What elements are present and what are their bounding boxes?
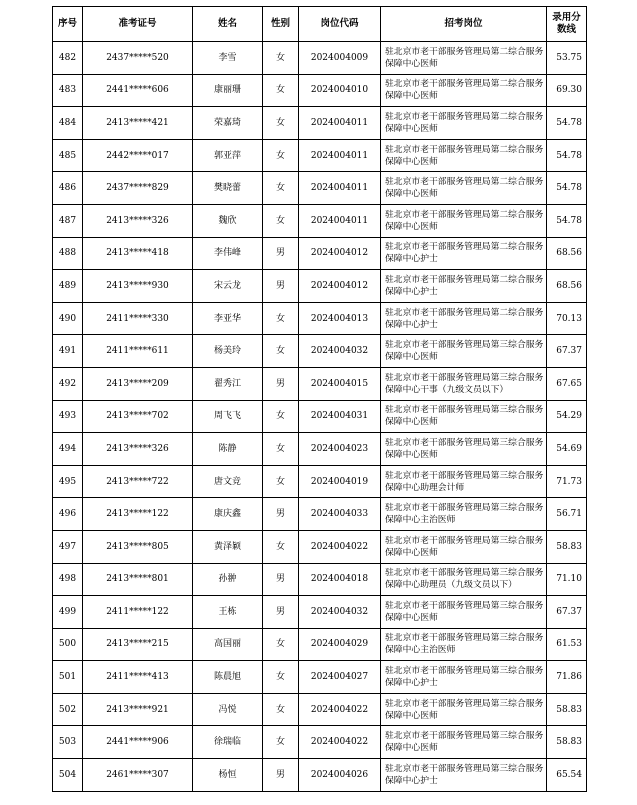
table-row: [53, 335, 587, 368]
cell-gender: 女: [263, 204, 299, 237]
cell-score: 54.29: [547, 400, 587, 433]
cell-exam-id: 2441*****606: [83, 74, 193, 107]
cell-code: 2024004011: [299, 107, 381, 140]
cell-gender: 女: [263, 139, 299, 172]
table-row: [53, 530, 587, 563]
cell-no: 498: [53, 563, 83, 596]
header-name: 姓名: [193, 7, 263, 42]
cell-exam-id: 2413*****215: [83, 628, 193, 661]
cell-gender: 女: [263, 107, 299, 140]
table-row: [53, 74, 587, 107]
table-row: [53, 237, 587, 270]
cell-position: 驻北京市老干部服务管理局第三综合服务保障中心主治医师: [381, 498, 547, 531]
cell-position: 驻北京市老干部服务管理局第二综合服务保障中心护士: [381, 237, 547, 270]
cell-position: 驻北京市老干部服务管理局第三综合服务保障中心护士: [381, 759, 547, 792]
cell-code: 2024004033: [299, 498, 381, 531]
cell-name: 陈静: [193, 433, 263, 466]
cell-name: 李伟峰: [193, 237, 263, 270]
cell-gender: 男: [263, 596, 299, 629]
cell-gender: 女: [263, 465, 299, 498]
table-row: [53, 693, 587, 726]
cell-no: 496: [53, 498, 83, 531]
cell-code: 2024004026: [299, 759, 381, 792]
table-row: [53, 498, 587, 531]
cell-score: 67.65: [547, 367, 587, 400]
cell-score: 54.78: [547, 204, 587, 237]
cell-code: 2024004015: [299, 367, 381, 400]
cell-score: 69.30: [547, 74, 587, 107]
header-code: 岗位代码: [299, 7, 381, 42]
cell-score: 56.71: [547, 498, 587, 531]
cell-position: 驻北京市老干部服务管理局第三综合服务保障中心医师: [381, 433, 547, 466]
cell-exam-id: 2411*****122: [83, 596, 193, 629]
cell-no: 495: [53, 465, 83, 498]
cell-score: 68.56: [547, 237, 587, 270]
cell-position: 驻北京市老干部服务管理局第二综合服务保障中心护士: [381, 302, 547, 335]
cell-name: 樊晓蕾: [193, 172, 263, 205]
table-row: [53, 465, 587, 498]
cell-gender: 男: [263, 367, 299, 400]
cell-exam-id: 2411*****611: [83, 335, 193, 368]
cell-position: 驻北京市老干部服务管理局第三综合服务保障中心医师: [381, 400, 547, 433]
cell-exam-id: 2413*****801: [83, 563, 193, 596]
cell-gender: 女: [263, 530, 299, 563]
table-body: [53, 42, 587, 792]
cell-code: 2024004029: [299, 628, 381, 661]
cell-score: 71.10: [547, 563, 587, 596]
cell-position: 驻北京市老干部服务管理局第二综合服务保障中心护士: [381, 270, 547, 303]
cell-name: 杨美玲: [193, 335, 263, 368]
cell-position: 驻北京市老干部服务管理局第三综合服务保障中心护士: [381, 661, 547, 694]
table-row: [53, 42, 587, 75]
cell-exam-id: 2413*****418: [83, 237, 193, 270]
cell-no: 490: [53, 302, 83, 335]
table-row: [53, 759, 587, 792]
cell-gender: 女: [263, 335, 299, 368]
cell-name: 魏欣: [193, 204, 263, 237]
cell-score: 71.86: [547, 661, 587, 694]
cell-score: 54.78: [547, 139, 587, 172]
cell-no: 491: [53, 335, 83, 368]
cell-code: 2024004009: [299, 42, 381, 75]
cell-gender: 男: [263, 498, 299, 531]
table-row: [53, 367, 587, 400]
cell-code: 2024004023: [299, 433, 381, 466]
cell-gender: 女: [263, 302, 299, 335]
table-row: [53, 270, 587, 303]
cell-position: 驻北京市老干部服务管理局第三综合服务保障中心医师: [381, 726, 547, 759]
cell-gender: 男: [263, 270, 299, 303]
cell-exam-id: 2413*****421: [83, 107, 193, 140]
cell-position: 驻北京市老干部服务管理局第二综合服务保障中心医师: [381, 42, 547, 75]
table-row: [53, 139, 587, 172]
cell-position: 驻北京市老干部服务管理局第二综合服务保障中心医师: [381, 74, 547, 107]
cell-no: 484: [53, 107, 83, 140]
cell-code: 2024004011: [299, 204, 381, 237]
table-row: [53, 302, 587, 335]
cell-score: 68.56: [547, 270, 587, 303]
cell-no: 497: [53, 530, 83, 563]
cell-gender: 女: [263, 726, 299, 759]
cell-position: 驻北京市老干部服务管理局第二综合服务保障中心医师: [381, 107, 547, 140]
cell-position: 驻北京市老干部服务管理局第三综合服务保障中心主治医师: [381, 628, 547, 661]
header-gender: 性别: [263, 7, 299, 42]
cell-gender: 女: [263, 400, 299, 433]
cell-score: 54.78: [547, 107, 587, 140]
cell-exam-id: 2437*****829: [83, 172, 193, 205]
cell-exam-id: 2413*****722: [83, 465, 193, 498]
table-row: [53, 107, 587, 140]
table-row: [53, 661, 587, 694]
cell-score: 58.83: [547, 726, 587, 759]
cell-exam-id: 2413*****921: [83, 693, 193, 726]
header-exam-id: 准考证号: [83, 7, 193, 42]
cell-code: 2024004012: [299, 270, 381, 303]
cell-name: 周飞飞: [193, 400, 263, 433]
cell-position: 驻北京市老干部服务管理局第三综合服务保障中心干事（九级文员以下）: [381, 367, 547, 400]
cell-exam-id: 2441*****906: [83, 726, 193, 759]
cell-no: 488: [53, 237, 83, 270]
cell-name: 荣嘉琦: [193, 107, 263, 140]
results-table: [52, 6, 587, 792]
cell-gender: 男: [263, 237, 299, 270]
cell-no: 487: [53, 204, 83, 237]
cell-gender: 女: [263, 433, 299, 466]
cell-no: 493: [53, 400, 83, 433]
cell-code: 2024004012: [299, 237, 381, 270]
cell-name: 康庆鑫: [193, 498, 263, 531]
table-row: [53, 433, 587, 466]
cell-code: 2024004032: [299, 596, 381, 629]
cell-gender: 女: [263, 628, 299, 661]
cell-code: 2024004011: [299, 139, 381, 172]
cell-score: 70.13: [547, 302, 587, 335]
cell-exam-id: 2411*****413: [83, 661, 193, 694]
cell-score: 53.75: [547, 42, 587, 75]
cell-score: 67.37: [547, 596, 587, 629]
cell-name: 杨恒: [193, 759, 263, 792]
cell-no: 501: [53, 661, 83, 694]
cell-name: 唐文竞: [193, 465, 263, 498]
header-position: 招考岗位: [381, 7, 547, 42]
table-row: [53, 563, 587, 596]
cell-gender: 男: [263, 759, 299, 792]
cell-name: 李雪: [193, 42, 263, 75]
cell-name: 陈晨旭: [193, 661, 263, 694]
cell-code: 2024004022: [299, 693, 381, 726]
cell-no: 489: [53, 270, 83, 303]
table-row: [53, 596, 587, 629]
cell-score: 67.37: [547, 335, 587, 368]
table-row: [53, 628, 587, 661]
cell-code: 2024004027: [299, 661, 381, 694]
cell-no: 500: [53, 628, 83, 661]
cell-name: 孙翀: [193, 563, 263, 596]
cell-gender: 女: [263, 42, 299, 75]
cell-code: 2024004011: [299, 172, 381, 205]
cell-code: 2024004032: [299, 335, 381, 368]
cell-position: 驻北京市老干部服务管理局第三综合服务保障中心医师: [381, 596, 547, 629]
cell-score: 54.69: [547, 433, 587, 466]
cell-name: 高国丽: [193, 628, 263, 661]
cell-code: 2024004013: [299, 302, 381, 335]
cell-name: 冯悦: [193, 693, 263, 726]
cell-position: 驻北京市老干部服务管理局第二综合服务保障中心医师: [381, 172, 547, 205]
cell-position: 驻北京市老干部服务管理局第二综合服务保障中心医师: [381, 139, 547, 172]
header-no: 序号: [53, 7, 83, 42]
header-score: 录用分数线: [547, 7, 587, 42]
cell-position: 驻北京市老干部服务管理局第三综合服务保障中心医师: [381, 530, 547, 563]
cell-no: 504: [53, 759, 83, 792]
cell-name: 王栋: [193, 596, 263, 629]
cell-name: 康丽珊: [193, 74, 263, 107]
cell-name: 黄泽颖: [193, 530, 263, 563]
cell-name: 徐瑞临: [193, 726, 263, 759]
cell-position: 驻北京市老干部服务管理局第三综合服务保障中心医师: [381, 335, 547, 368]
cell-gender: 女: [263, 693, 299, 726]
cell-no: 483: [53, 74, 83, 107]
cell-exam-id: 2413*****209: [83, 367, 193, 400]
cell-score: 61.53: [547, 628, 587, 661]
cell-exam-id: 2413*****122: [83, 498, 193, 531]
cell-position: 驻北京市老干部服务管理局第三综合服务保障中心医师: [381, 693, 547, 726]
cell-name: 郭亚萍: [193, 139, 263, 172]
cell-score: 65.54: [547, 759, 587, 792]
cell-no: 485: [53, 139, 83, 172]
cell-no: 482: [53, 42, 83, 75]
cell-gender: 女: [263, 74, 299, 107]
cell-score: 54.78: [547, 172, 587, 205]
cell-code: 2024004031: [299, 400, 381, 433]
header-row: [53, 7, 587, 42]
cell-name: 宋云龙: [193, 270, 263, 303]
table-row: [53, 204, 587, 237]
cell-code: 2024004019: [299, 465, 381, 498]
cell-name: 翟秀江: [193, 367, 263, 400]
cell-no: 492: [53, 367, 83, 400]
cell-no: 494: [53, 433, 83, 466]
cell-score: 71.73: [547, 465, 587, 498]
cell-position: 驻北京市老干部服务管理局第三综合服务保障中心助理员（九级文员以下）: [381, 563, 547, 596]
cell-gender: 女: [263, 172, 299, 205]
cell-position: 驻北京市老干部服务管理局第二综合服务保障中心医师: [381, 204, 547, 237]
table-row: [53, 726, 587, 759]
cell-gender: 女: [263, 661, 299, 694]
cell-code: 2024004018: [299, 563, 381, 596]
cell-no: 499: [53, 596, 83, 629]
cell-exam-id: 2461*****307: [83, 759, 193, 792]
cell-exam-id: 2413*****326: [83, 433, 193, 466]
cell-score: 58.83: [547, 693, 587, 726]
cell-no: 502: [53, 693, 83, 726]
cell-exam-id: 2413*****930: [83, 270, 193, 303]
table-row: [53, 400, 587, 433]
cell-exam-id: 2413*****326: [83, 204, 193, 237]
table-row: [53, 172, 587, 205]
cell-no: 503: [53, 726, 83, 759]
cell-exam-id: 2413*****702: [83, 400, 193, 433]
cell-code: 2024004022: [299, 726, 381, 759]
cell-score: 58.83: [547, 530, 587, 563]
cell-exam-id: 2411*****330: [83, 302, 193, 335]
cell-code: 2024004022: [299, 530, 381, 563]
cell-gender: 男: [263, 563, 299, 596]
cell-position: 驻北京市老干部服务管理局第三综合服务保障中心助理会计师: [381, 465, 547, 498]
cell-exam-id: 2442*****017: [83, 139, 193, 172]
cell-code: 2024004010: [299, 74, 381, 107]
cell-name: 李亚华: [193, 302, 263, 335]
cell-no: 486: [53, 172, 83, 205]
cell-exam-id: 2437*****520: [83, 42, 193, 75]
cell-exam-id: 2413*****805: [83, 530, 193, 563]
